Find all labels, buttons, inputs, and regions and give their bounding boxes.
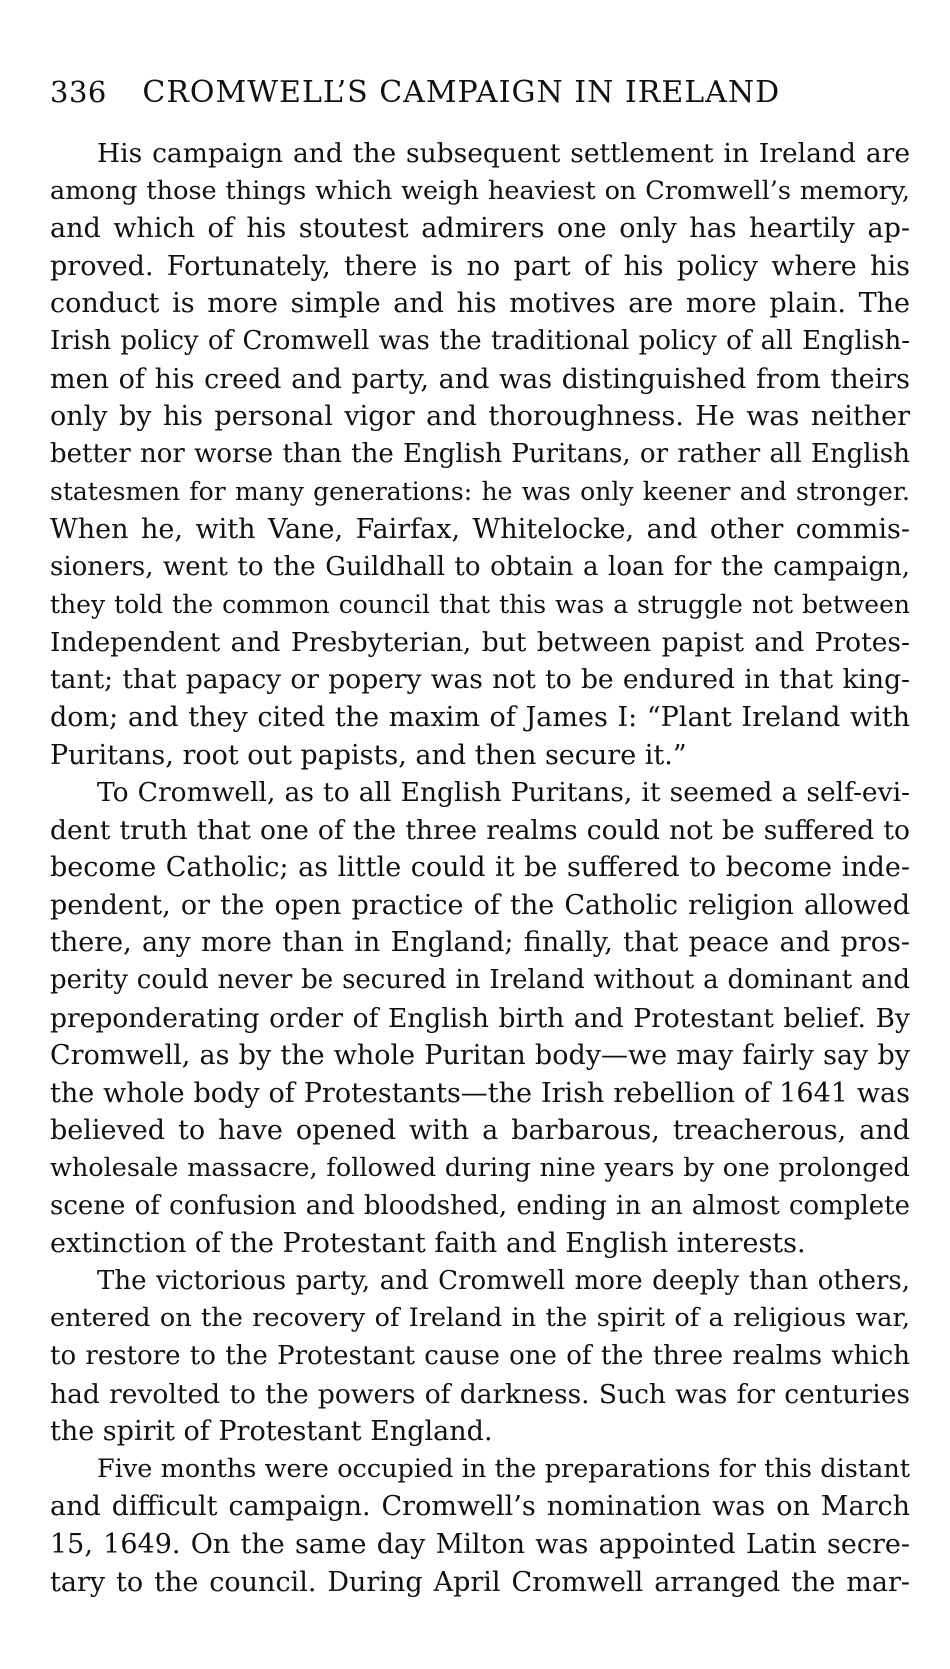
text-line: the spirit of Protestant England. [50,1416,493,1448]
text-line: wholesale massacre, followed during nine years by one prolonged [50,1153,910,1184]
text-line: Independent and Presbyterian, but between papist and Protes- [50,626,910,658]
text-line: Five months were occupied in the preparations for this distant [97,1453,910,1484]
body-text [50,135,910,1601]
text-line: dom; and they cited the maxim of James I: “Plant Ireland with [50,701,910,733]
text-line: dent truth that one of the three realms could not be suffered to [50,814,910,846]
text-line: and difficult campaign. Cromwell’s nomination was on March [50,1491,910,1523]
text-line: they told the common council that this was a struggle not between [50,590,910,620]
text-line: Irish policy of Cromwell was the traditional policy of all English- [50,325,910,356]
text-line: become Catholic; as little could it be suffered to become inde- [50,852,910,884]
text-line: Cromwell, as by the whole Puritan body—we may fairly say by [50,1040,910,1072]
text-line: tary to the council. During April Cromwell arranged the mar- [50,1566,910,1598]
text-line: to restore to the Protestant cause one of the three realms which [50,1341,910,1371]
paragraph [50,1451,910,1601]
text-line: only by his personal vigor and thoroughness. He was neither [50,401,910,433]
paragraph [50,774,910,1263]
text-line: men of his creed and party, and was distinguished from theirs [50,363,910,395]
paragraph [50,1263,910,1451]
text-line: there, any more than in England; finally, that peace and pros- [50,927,910,959]
text-line: the whole body of Protestants—the Irish rebellion of 1641 was [50,1077,910,1109]
text-line: statesmen for many generations: he was only keener and stronger. [50,477,910,507]
text-line: proved. Fortunately, there is no part of his policy where his [50,250,910,282]
text-line: The victorious party, and Cromwell more deeply than others, [97,1265,910,1296]
text-line: among those things which weigh heaviest on Cromwell’s memory, [50,175,910,206]
running-title: CROMWELL’S CAMPAIGN IN IRELAND [142,75,781,110]
text-line: sioners, went to the Guildhall to obtain a loan for the campaign, [50,551,910,582]
text-line: preponderating order of English birth and Protestant belief. By [50,1002,910,1034]
text-line: better nor worse than the English Puritans, or rather all English [50,438,910,469]
page-number: 336 [50,75,107,109]
text-line: His campaign and the subsequent settlement in Ireland are [97,138,910,169]
text-line: When he, with Vane, Fairfax, Whitelocke, and other commis- [50,513,910,545]
text-line: had revolted to the powers of darkness. Such was for centuries [50,1378,910,1410]
text-line: scene of confusion and bloodshed, ending in an almost complete [50,1190,910,1221]
text-line: pendent, or the open practice of the Catholic religion allowed [50,889,910,921]
text-line: Puritans, root out papists, and then secure it.” [50,739,687,771]
text-line: 15, 1649. On the same day Milton was appointed Latin secre- [50,1528,910,1560]
text-line: conduct is more simple and his motives are more plain. The [50,288,910,320]
text-line: perity could never be secured in Ireland without a dominant and [50,965,910,996]
text-line: tant; that papacy or popery was not to be endured in that king- [50,664,910,696]
running-head [50,74,910,114]
text-line: entered on the recovery of Ireland in the spirit of a religious war, [50,1303,910,1334]
paragraph [50,135,910,774]
text-line: extinction of the Protestant faith and English interests. [50,1228,806,1260]
text-line: and which of his stoutest admirers one only has heartily ap- [50,213,910,245]
text-line: To Cromwell, as to all English Puritans, it seemed a self-evi- [97,777,910,809]
text-line: believed to have opened with a barbarous, treacherous, and [50,1115,910,1147]
